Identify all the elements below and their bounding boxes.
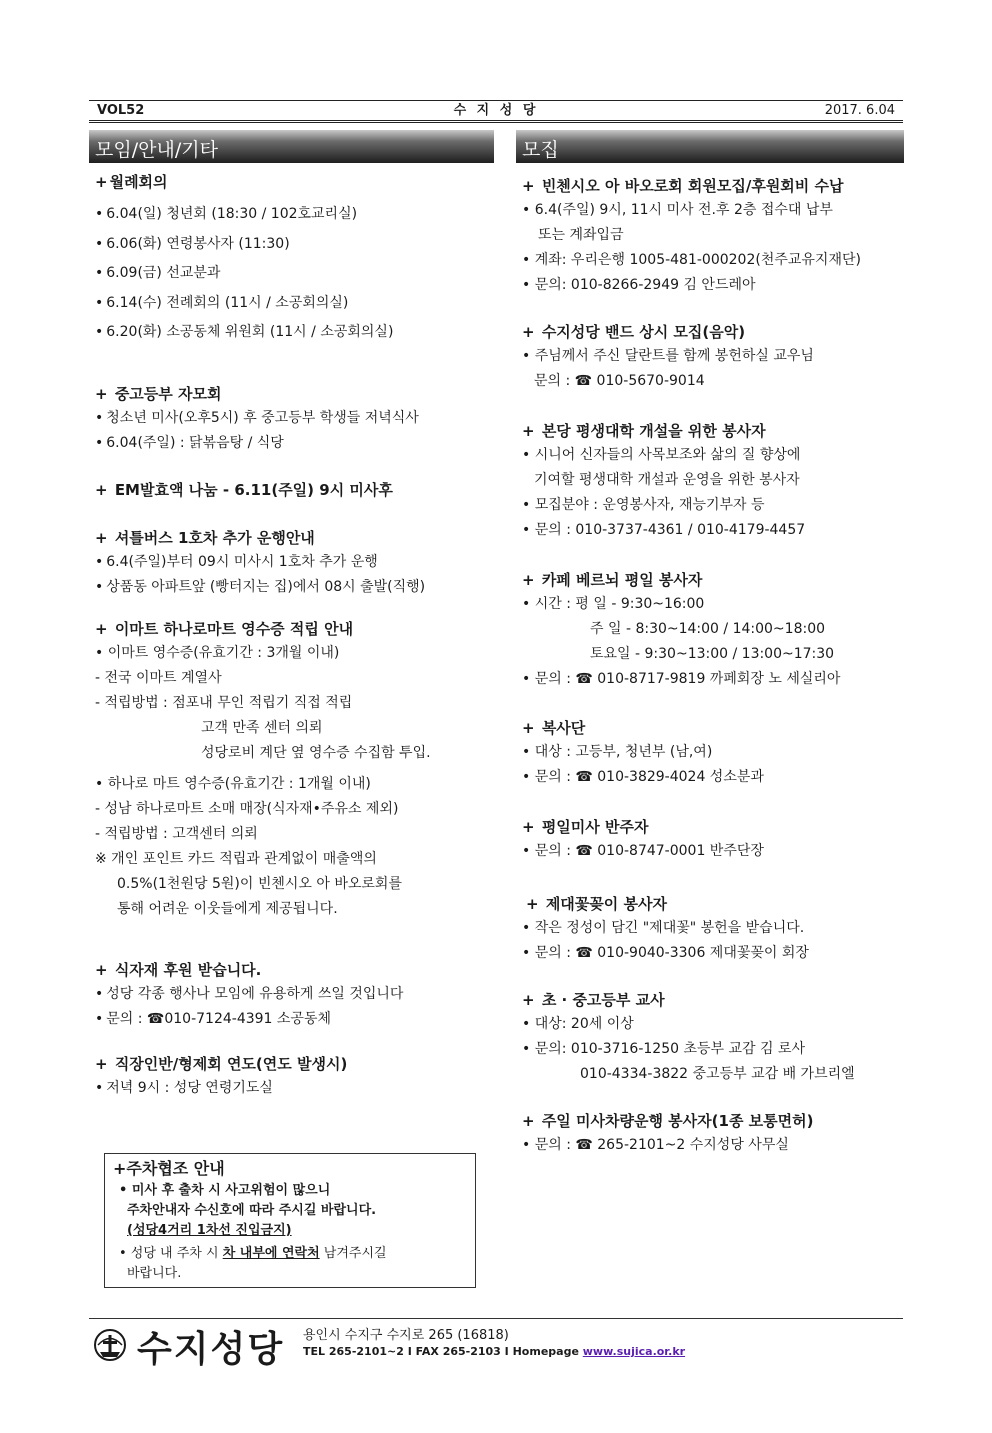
section-title: + 평일미사 반주자 <box>522 818 649 836</box>
section-monthly-meetings <box>89 170 494 348</box>
text-line: 010-4334-3822 중고등부 교감 배 가브리엘 <box>580 1066 855 1082</box>
section-title: + 제대꽃꽂이 봉사자 <box>526 895 667 913</box>
section-title: + 식자재 후원 받습니다. <box>95 960 262 979</box>
section-altar-flowers <box>516 892 904 966</box>
left-column <box>89 130 494 1101</box>
text-line: • 문의: 010-8266-2949 김 안드레아 <box>522 277 756 293</box>
text-line: - 적립방법 : 고객센터 의뢰 <box>95 825 258 842</box>
section-workers-class <box>89 1052 494 1101</box>
top-bar <box>89 100 903 121</box>
text-line: - 성남 하나로마트 소매 매장(식자재•주유소 제외) <box>95 800 399 817</box>
section-weekday-organist <box>516 815 904 864</box>
section-title: + 주일 미사차량운행 봉사자(1종 보통면허) <box>522 1112 814 1130</box>
text-line: 또는 계좌입금 <box>538 227 624 243</box>
list-item: • 6.20(화) 소공동체 위원회 (11시 / 소공회의실) <box>95 324 394 340</box>
right-column-header: 모집 <box>516 130 904 163</box>
text-line: 통해 어려운 이웃들에게 제공됩니다. <box>117 900 338 917</box>
text-line: • 주님께서 주신 달란트를 함께 봉헌하실 교우님 <box>522 348 814 364</box>
text-line: • 대상 : 고등부, 청년부 (남,여) <box>522 744 713 760</box>
text-line: 주 일 - 8:30~14:00 / 14:00~18:00 <box>590 621 826 637</box>
text-line: • 문의: 010-3716-1250 초등부 교감 김 로사 <box>522 1041 805 1057</box>
section-parents-meeting <box>89 382 494 456</box>
text-line: 성당로비 계단 옆 영수증 수집함 투입. <box>201 744 431 761</box>
issue-date: 2017. 6.04 <box>824 103 895 118</box>
text-line: • 6.4(주일) 9시, 11시 미사 전.후 2층 접수대 납부 <box>522 202 833 218</box>
list-item: • 성당 각종 행사나 모임에 유용하게 쓰일 것입니다 <box>95 985 404 1002</box>
text-line: • 문의 : ☎ 010-8747-0001 반주단장 <box>522 843 764 859</box>
newsletter-title: 수 지 성 당 <box>453 103 539 118</box>
church-address: 용인시 수지구 수지로 265 (16818) <box>303 1328 509 1343</box>
section-title: + 빈첸시오 아 바오로회 회원모집/후원회비 수납 <box>522 177 844 195</box>
footer <box>93 1322 903 1370</box>
section-lifelong-university <box>516 419 904 543</box>
section-title: + EM발효액 나눔 - 6.11(주일) 9시 미사후 <box>95 480 393 499</box>
list-item: • 6.04(주일) : 닭볶음탕 / 식당 <box>95 434 284 451</box>
list-item: • 6.06(화) 연령봉사자 (11:30) <box>95 235 290 252</box>
header-divider <box>89 122 903 123</box>
text-line: • 작은 정성이 담긴 "제대꽃" 봉헌을 받습니다. <box>522 920 805 936</box>
text-line: • 시니어 신자들의 사목보조와 삶의 질 향상에 <box>522 447 801 463</box>
section-altar-servers <box>516 716 904 790</box>
text-line: • 이마트 영수증(유효기간 : 3개월 이내) <box>95 644 340 661</box>
homepage-link[interactable]: www.sujica.or.kr <box>582 1345 686 1358</box>
text-line: 0.5%(1천원당 5원)이 빈첸시오 아 바오로회를 <box>117 875 402 892</box>
church-logo-text: 수지성당 <box>137 1329 285 1370</box>
text-line: 기여할 평생대학 개설과 운영을 위한 봉사자 <box>534 472 800 488</box>
text-line: • 하나로 마트 영수증(유효기간 : 1개월 이내) <box>95 775 371 792</box>
list-item: • 6.14(수) 전례회의 (11시 / 소공회의실) <box>95 294 349 311</box>
section-title: + 직장인반/형제회 연도(연도 발생시) <box>95 1054 348 1073</box>
volume-label: VOL52 <box>97 103 145 118</box>
section-title: + 중고등부 자모회 <box>95 384 222 403</box>
parking-notice-box <box>104 1153 476 1288</box>
text-line: 토요일 - 9:30~13:00 / 13:00~17:30 <box>590 646 835 662</box>
section-cafe-volunteer <box>516 568 904 692</box>
parking-notice-title: +주차협조 안내 <box>113 1159 225 1178</box>
text-line: - 적립방법 : 점포내 무인 적립기 직접 적립 <box>95 694 353 711</box>
section-mass-driver <box>516 1109 904 1158</box>
section-em-sharing <box>89 478 494 502</box>
list-item: • 상품동 아파트앞 (빵터지는 집)에서 08시 출발(직행) <box>95 578 426 595</box>
section-title: + 셔틀버스 1호차 추가 운행안내 <box>95 528 315 547</box>
section-vincent-society <box>516 174 904 298</box>
section-title: + 초 · 중고등부 교사 <box>522 991 665 1009</box>
text-line: • 미사 후 출차 시 사고위험이 많으니 <box>119 1183 331 1198</box>
footer-divider <box>89 1318 903 1319</box>
section-food-donation <box>89 958 494 1032</box>
section-band-recruit <box>516 320 904 394</box>
text-line: • 문의 : ☎ 010-8717-9819 까페회장 노 세실리아 <box>522 671 841 687</box>
text-line: • 시간 : 평 일 - 9:30~16:00 <box>522 596 705 612</box>
text-line: • 문의 : 010-3737-4361 / 010-4179-4457 <box>522 522 806 538</box>
text-line: ※ 개인 포인트 카드 적립과 관계없이 매출액의 <box>95 850 377 867</box>
section-title: + 이마트 하나로마트 영수증 적립 안내 <box>95 619 354 638</box>
text-line: • 문의 : ☎ 010-9040-3306 제대꽃꽂이 회장 <box>522 945 809 961</box>
list-item: • 문의 : ☎010-7124-4391 소공동체 <box>95 1010 331 1027</box>
section-title: + 월례회의 <box>95 173 168 191</box>
text-line: • 모집분야 : 운영봉사자, 재능기부자 등 <box>522 497 765 513</box>
section-title: + 수지성당 밴드 상시 모집(음악) <box>522 323 746 341</box>
text-line: 문의 : ☎ 010-5670-9014 <box>534 373 705 389</box>
section-receipt-points <box>89 617 494 922</box>
text-line: • 성당 내 주차 시 차 내부에 연락처 남겨주시길 <box>119 1246 387 1261</box>
text-line: • 문의 : ☎ 265-2101~2 수지성당 사무실 <box>522 1137 789 1153</box>
text-line: (성당4거리 1차선 진입금지) <box>127 1223 292 1238</box>
list-item: • 6.09(금) 선교분과 <box>95 265 221 281</box>
left-column-header: 모임/안내/기타 <box>89 130 494 163</box>
text-line: 고객 만족 센터 의뢰 <box>201 719 323 736</box>
section-sunday-school-teachers <box>516 988 904 1087</box>
church-logo-icon <box>93 1328 127 1362</box>
text-line: • 대상: 20세 이상 <box>522 1016 634 1032</box>
section-shuttle-bus <box>89 526 494 600</box>
section-title: + 본당 평생대학 개설을 위한 봉사자 <box>522 422 766 440</box>
text-line: • 계좌: 우리은행 1005-481-000202(천주교유지재단) <box>522 252 861 268</box>
list-item: • 청소년 미사(오후5시) 후 중고등부 학생들 저녁식사 <box>95 409 419 426</box>
text-line: 바랍니다. <box>127 1266 182 1281</box>
list-item: • 저녁 9시 : 성당 연령기도실 <box>95 1079 273 1096</box>
list-item: • 6.4(주일)부터 09시 미사시 1호차 추가 운행 <box>95 553 378 570</box>
section-title: + 복사단 <box>522 719 586 737</box>
list-item: • 6.04(일) 청년회 (18:30 / 102호교리실) <box>95 206 358 222</box>
section-title: + 카페 베르뇌 평일 봉사자 <box>522 571 703 589</box>
church-contact: TEL 265-2101~2 I FAX 265-2103 I Homepage www.sujica.or.kr <box>303 1345 686 1358</box>
text-line: - 전국 이마트 계열사 <box>95 669 222 686</box>
text-line: • 문의 : ☎ 010-3829-4024 성소분과 <box>522 769 764 785</box>
text-line: 주차안내자 수신호에 따라 주시길 바랍니다. <box>127 1203 377 1218</box>
right-column <box>516 130 904 1158</box>
